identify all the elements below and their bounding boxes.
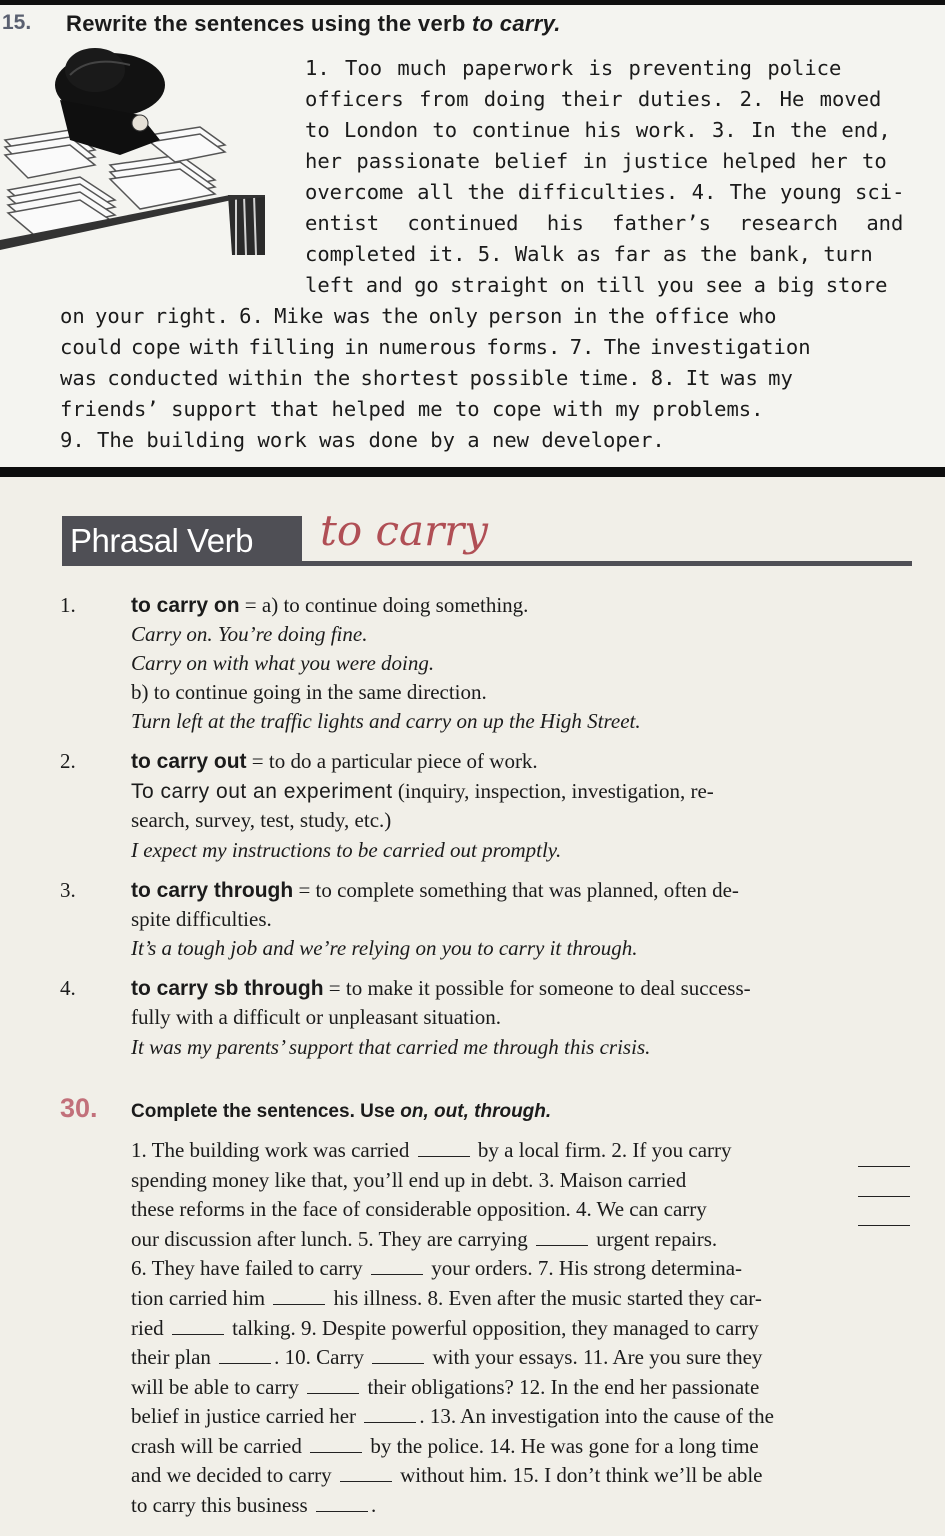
exercise-line — [131, 1225, 717, 1255]
example-sentence: It was my parents’ support that carried me through this crisis. — [131, 1035, 651, 1059]
exercise-30-number: 30. — [60, 1093, 98, 1123]
exercise-30-title-text: Complete the sentences. Use — [131, 1101, 395, 1122]
definition-meaning: = to do a particular piece of work. — [246, 749, 538, 773]
exercise-line — [131, 1314, 759, 1344]
answer-blank[interactable] — [371, 1260, 423, 1275]
text-segment: his illness. 8. Even after the music started they car- — [328, 1286, 762, 1310]
text-segment: their obligations? 12. In the end her passionate — [362, 1375, 760, 1399]
answer-blank[interactable] — [858, 1182, 910, 1197]
collocation-line: search, survey, test, study, etc.) — [131, 808, 392, 832]
phrasal-verb-label: Phrasal Verb — [70, 522, 253, 559]
exercise-line — [131, 1461, 762, 1491]
sentence-line: her passionate belief in justice helped her to — [305, 149, 887, 173]
answer-blank[interactable] — [273, 1290, 325, 1305]
answer-blank[interactable] — [310, 1438, 362, 1453]
text-segment: 6. They have failed to carry — [131, 1256, 368, 1280]
definition-carry-through — [131, 878, 739, 903]
definition-meaning-line: fully with a difficult or unpleasant situation. — [131, 1005, 501, 1029]
collocation-rest: (inquiry, inspection, investigation, re- — [392, 779, 714, 803]
text-segment: urgent repairs. — [590, 1227, 718, 1251]
definition-meaning: = to make it possible for someone to deal success- — [323, 976, 751, 1000]
sentence-line: left and go straight on till you see a big store — [305, 273, 888, 297]
definition-meaning-line: spite difficulties. — [131, 907, 272, 931]
definition-meaning-b: b) to continue going in the same direction. — [131, 680, 487, 704]
text-segment: tion carried him — [131, 1286, 271, 1310]
text-segment: crash will be carried — [131, 1434, 308, 1458]
example-sentence: Carry on with what you were doing. — [131, 651, 435, 675]
sentence-line: to London to continue his work. 3. In the end, — [305, 118, 891, 142]
text-segment: 1. The building work was carried — [131, 1138, 415, 1162]
definition-number: 1. — [60, 593, 76, 617]
exercise-line: these reforms in the face of considerable opposition. 4. We can carry — [131, 1197, 707, 1221]
definition-carry-on — [131, 593, 528, 618]
exercise-15-number: 15. — [2, 11, 32, 34]
answer-blank[interactable] — [316, 1497, 368, 1512]
exercise-15-title — [66, 11, 561, 37]
text-segment: with your essays. 11. Are you sure they — [427, 1345, 763, 1369]
sentence-line: officers from doing their duties. 2. He moved — [305, 87, 882, 111]
phrasal-verb-heading: to carry — [320, 506, 488, 555]
text-segment: by the police. 14. He was gone for a long time — [365, 1434, 759, 1458]
definition-meaning: = a) to continue doing something. — [239, 593, 529, 617]
phrasal-verb-term: to carry through — [131, 879, 294, 902]
definition-number: 4. — [60, 976, 76, 1000]
answer-blank[interactable] — [219, 1349, 271, 1364]
sentence-line: completed it. 5. Walk as far as the bank, turn — [305, 242, 873, 266]
answer-blank[interactable] — [307, 1379, 359, 1394]
text-segment: ried — [131, 1316, 169, 1340]
text-segment: our discussion after lunch. 5. They are carrying — [131, 1227, 533, 1251]
exercise-line: spending money like that, you’ll end up in debt. 3. Maison carried — [131, 1168, 687, 1192]
example-sentence: Carry on. You’re doing fine. — [131, 622, 368, 646]
text-segment: by a local firm. 2. If you carry — [472, 1138, 732, 1162]
phrasal-verb-term: to carry out — [131, 750, 247, 773]
example-sentence: Turn left at the traffic lights and carry on up the High Street. — [131, 709, 641, 733]
collocation — [131, 779, 714, 804]
exercise-line — [131, 1343, 762, 1373]
answer-blank[interactable] — [858, 1152, 910, 1167]
exercise-15-title-verb: to carry. — [472, 11, 561, 36]
example-sentence: I expect my instructions to be carried out promptly. — [131, 838, 562, 862]
collocation-phrase: To carry out an experiment — [131, 780, 393, 803]
text-segment: . 13. An investigation into the cause of the — [419, 1404, 774, 1428]
answer-blank[interactable] — [340, 1467, 392, 1482]
phrasal-verb-term: to carry sb through — [131, 977, 324, 1000]
answer-blank[interactable] — [858, 1211, 910, 1226]
sentence-line: was conducted within the shortest possible time. 8. It was my — [60, 366, 793, 390]
sentence-line: on your right. 6. Mike was the only person in the office who — [60, 304, 777, 328]
text-segment: and we decided to carry — [131, 1463, 337, 1487]
exercise-line — [131, 1373, 759, 1403]
sentence-line: could cope with filling in numerous forms. 7. The investigation — [60, 335, 811, 359]
text-segment: talking. 9. Despite powerful opposition, they managed to carry — [226, 1316, 759, 1340]
definition-carry-out — [131, 749, 538, 774]
text-segment: their plan — [131, 1345, 217, 1369]
definition-carry-sb-through — [131, 976, 751, 1001]
exercise-line — [131, 1284, 762, 1314]
text-segment: your orders. 7. His strong determina- — [425, 1256, 743, 1280]
answer-blank[interactable] — [418, 1142, 470, 1157]
text-segment: belief in justice carried her — [131, 1404, 362, 1428]
text-segment: to carry this business — [131, 1493, 313, 1517]
example-sentence: It’s a tough job and we’re relying on you to carry it through. — [131, 936, 638, 960]
answer-blank[interactable] — [372, 1349, 424, 1364]
definition-number: 2. — [60, 749, 76, 773]
answer-blank[interactable] — [364, 1408, 416, 1423]
definition-number: 3. — [60, 878, 76, 902]
sentence-line: friends’ support that helped me to cope with my problems. — [60, 397, 764, 421]
paperwork-illustration — [0, 45, 265, 255]
phrasal-verb-term: to carry on — [131, 594, 240, 617]
definition-meaning: = to complete something that was planned, often de- — [293, 878, 739, 902]
sentence-line: 9. The building work was done by a new developer. — [60, 428, 665, 452]
exercise-15-panel — [0, 5, 945, 467]
text-segment: . — [370, 1493, 377, 1517]
exercise-30-title-words: on, out, through. — [400, 1101, 552, 1122]
exercise-30-title — [131, 1101, 551, 1123]
page-divider — [0, 467, 945, 477]
text-segment: without him. 15. I don’t think we’ll be able — [394, 1463, 763, 1487]
answer-blank[interactable] — [172, 1320, 224, 1335]
exercise-line — [131, 1491, 376, 1521]
exercise-line — [131, 1402, 774, 1432]
text-segment: . 10. Carry — [274, 1345, 370, 1369]
answer-blank[interactable] — [536, 1231, 588, 1246]
exercise-line — [131, 1136, 732, 1166]
text-segment: will be able to carry — [131, 1375, 305, 1399]
sentence-line: 1. Too much paperwork is preventing police — [305, 56, 842, 80]
heading-rule — [300, 561, 912, 566]
exercise-15-title-text: Rewrite the sentences using the verb — [66, 11, 466, 36]
exercise-line — [131, 1432, 759, 1462]
sentence-line: overcome all the difficulties. 4. The young sci- — [305, 180, 905, 204]
exercise-line — [131, 1254, 742, 1284]
sentence-line: entist continued his father’s research and — [305, 211, 904, 235]
